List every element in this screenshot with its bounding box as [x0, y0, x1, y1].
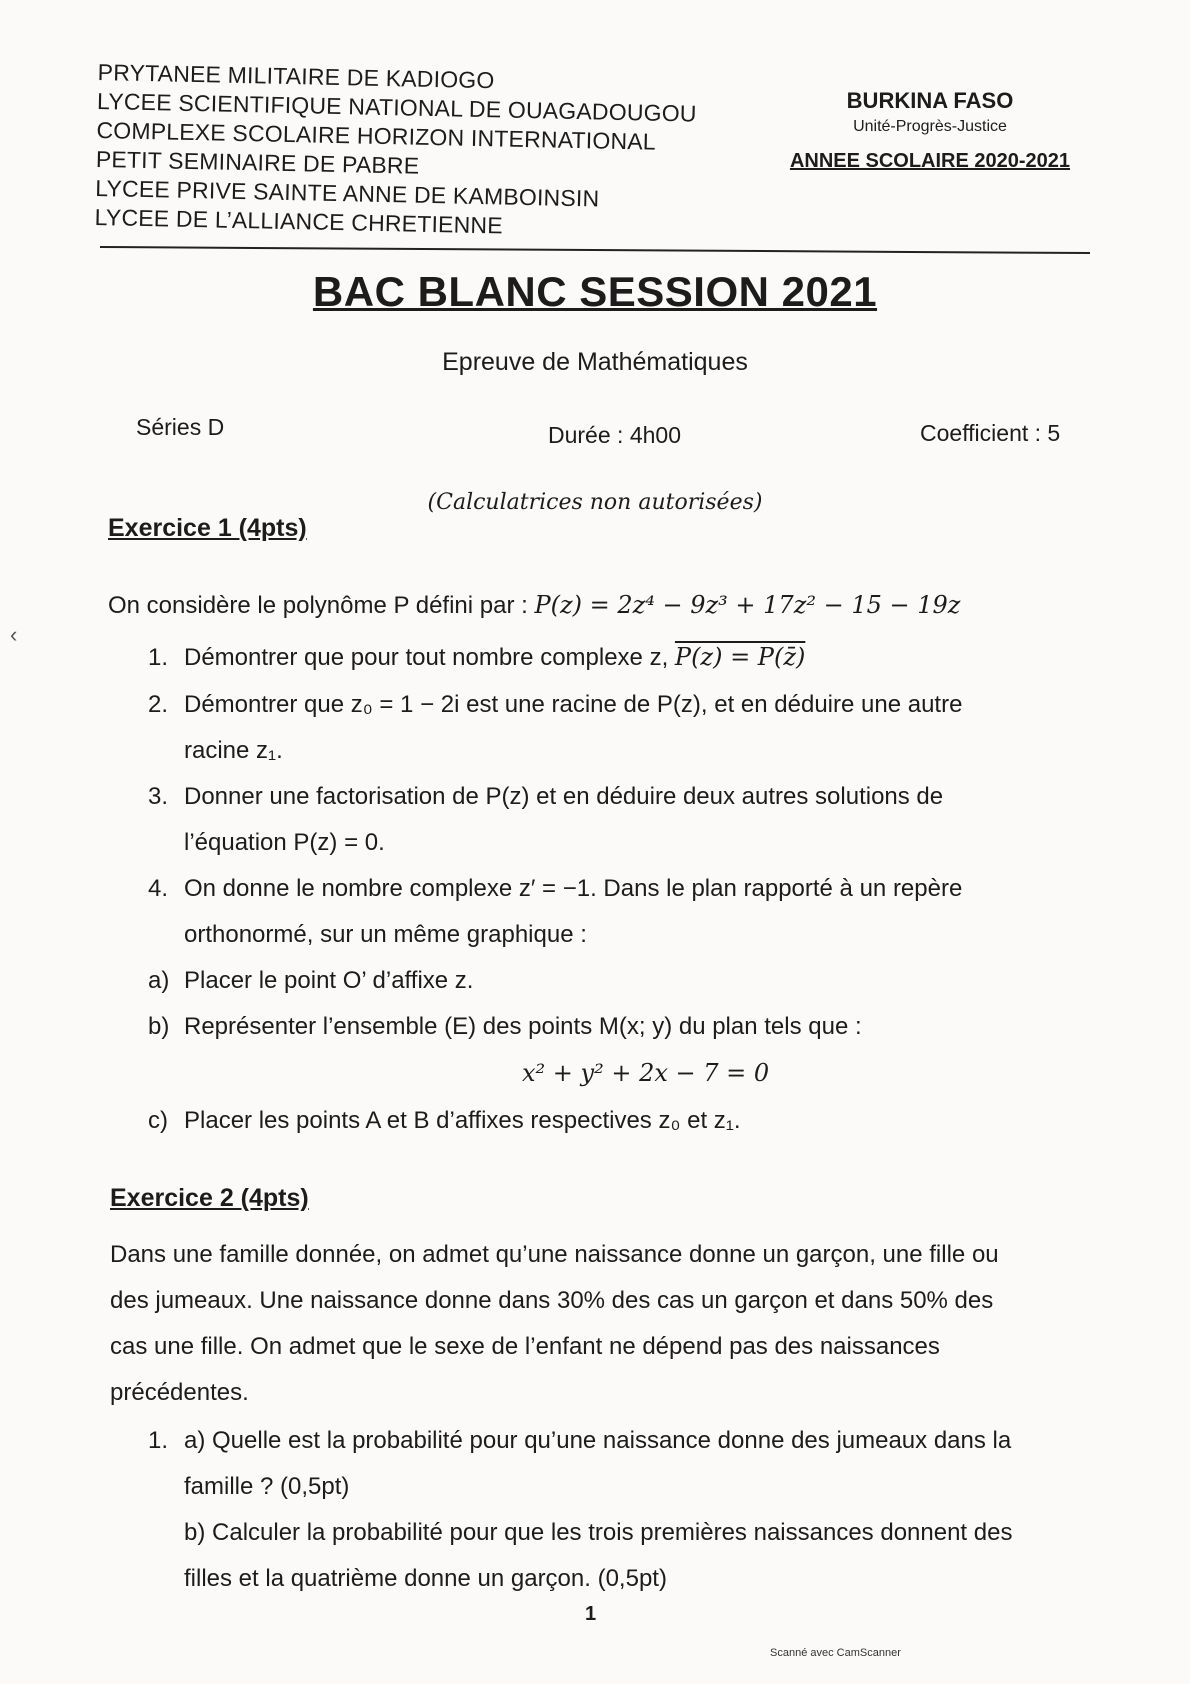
school-name: LYCEE DE L’ALLIANCE CHRETIENNE [94, 203, 504, 239]
school-year: ANNEE SCOLAIRE 2020-2021 [789, 150, 1071, 172]
school-name: COMPLEXE SCOLAIRE HORIZON INTERNATIONAL [96, 116, 657, 155]
exam-series: Séries D [136, 414, 225, 440]
list-item-continuation: l’équation P(z) = 0. [184, 829, 385, 856]
school-name: LYCEE SCIENTIFIQUE NATIONAL DE OUAGADOUGOU [96, 87, 697, 127]
list-item: b) Calculer la probabilité pour que les trois premières naissances donnent des [184, 1519, 1013, 1546]
country-name: BURKINA FASO [846, 88, 1014, 113]
country-block [770, 88, 1090, 173]
page-number: 1 [585, 1603, 597, 1625]
list-item-continuation: orthonormé, sur un même graphique : [184, 921, 587, 948]
exam-subject: Epreuve de Mathématiques [442, 348, 748, 376]
margin-mark: ‹ [10, 622, 18, 647]
list-item-continuation: filles et la quatrième donne un garçon. (0,5pt) [184, 1565, 667, 1592]
circle-equation: x² + y² + 2x − 7 = 0 [522, 1059, 770, 1087]
exercise2-title: Exercice 2 (4pts) [110, 1184, 309, 1212]
list-item: 2. Démontrer que z₀ = 1 − 2i est une racine de P(z), et en déduire une autre [148, 691, 963, 718]
school-name: PRYTANEE MILITAIRE DE KADIOGO [97, 58, 495, 94]
school-list [94, 58, 738, 245]
paragraph-line: cas une fille. On admet que le sexe de l’enfant ne dépend pas des naissances [110, 1333, 940, 1360]
list-item: 1. Démontrer que pour tout nombre complexe z, P(z) = P(z̄) [148, 643, 806, 671]
list-item: a) Placer le point O’ d’affixe z. [148, 967, 474, 994]
list-item-continuation: famille ? (0,5pt) [184, 1473, 350, 1500]
paragraph-line: précédentes. [110, 1379, 249, 1406]
exam-coefficient: Coefficient : 5 [920, 420, 1061, 446]
scanner-watermark: Scanné avec CamScanner [770, 1647, 901, 1659]
country-motto: Unité-Progrès-Justice [853, 118, 1007, 135]
exam-duration: Durée : 4h00 [548, 422, 681, 448]
exercise1-intro: On considère le polynôme P défini par : P(z) = 2z⁴ − 9z³ + 17z² − 15 − 19z [108, 591, 961, 619]
paragraph-line: Dans une famille donnée, on admet qu’une naissance donne un garçon, une fille ou [110, 1241, 999, 1268]
exercise2-paragraph [110, 1232, 1100, 1416]
list-item: 3. Donner une factorisation de P(z) et en déduire deux autres solutions de [148, 783, 944, 810]
list-item-continuation: racine z₁. [184, 737, 283, 764]
header-divider [100, 246, 1090, 254]
list-item: c) Placer les points A et B d’affixes respectives z₀ et z₁. [148, 1107, 741, 1134]
paragraph-line: des jumeaux. Une naissance donne dans 30% des cas un garçon et dans 50% des [110, 1287, 994, 1314]
list-item: 1. a) Quelle est la probabilité pour qu’une naissance donne des jumeaux dans la [148, 1427, 1012, 1454]
list-item: 4. On donne le nombre complexe z′ = −1. Dans le plan rapporté à un repère [148, 875, 963, 902]
list-item: b) Représenter l’ensemble (E) des points M(x; y) du plan tels que : [148, 1013, 862, 1040]
school-name: LYCEE PRIVE SAINTE ANNE DE KAMBOINSIN [95, 174, 600, 212]
school-name: PETIT SEMINAIRE DE PABRE [95, 145, 420, 179]
exam-title: BAC BLANC SESSION 2021 [312, 268, 878, 315]
exercise1-title: Exercice 1 (4pts) [108, 514, 307, 542]
calculator-note: (Calculatrices non autorisées) [427, 490, 763, 515]
